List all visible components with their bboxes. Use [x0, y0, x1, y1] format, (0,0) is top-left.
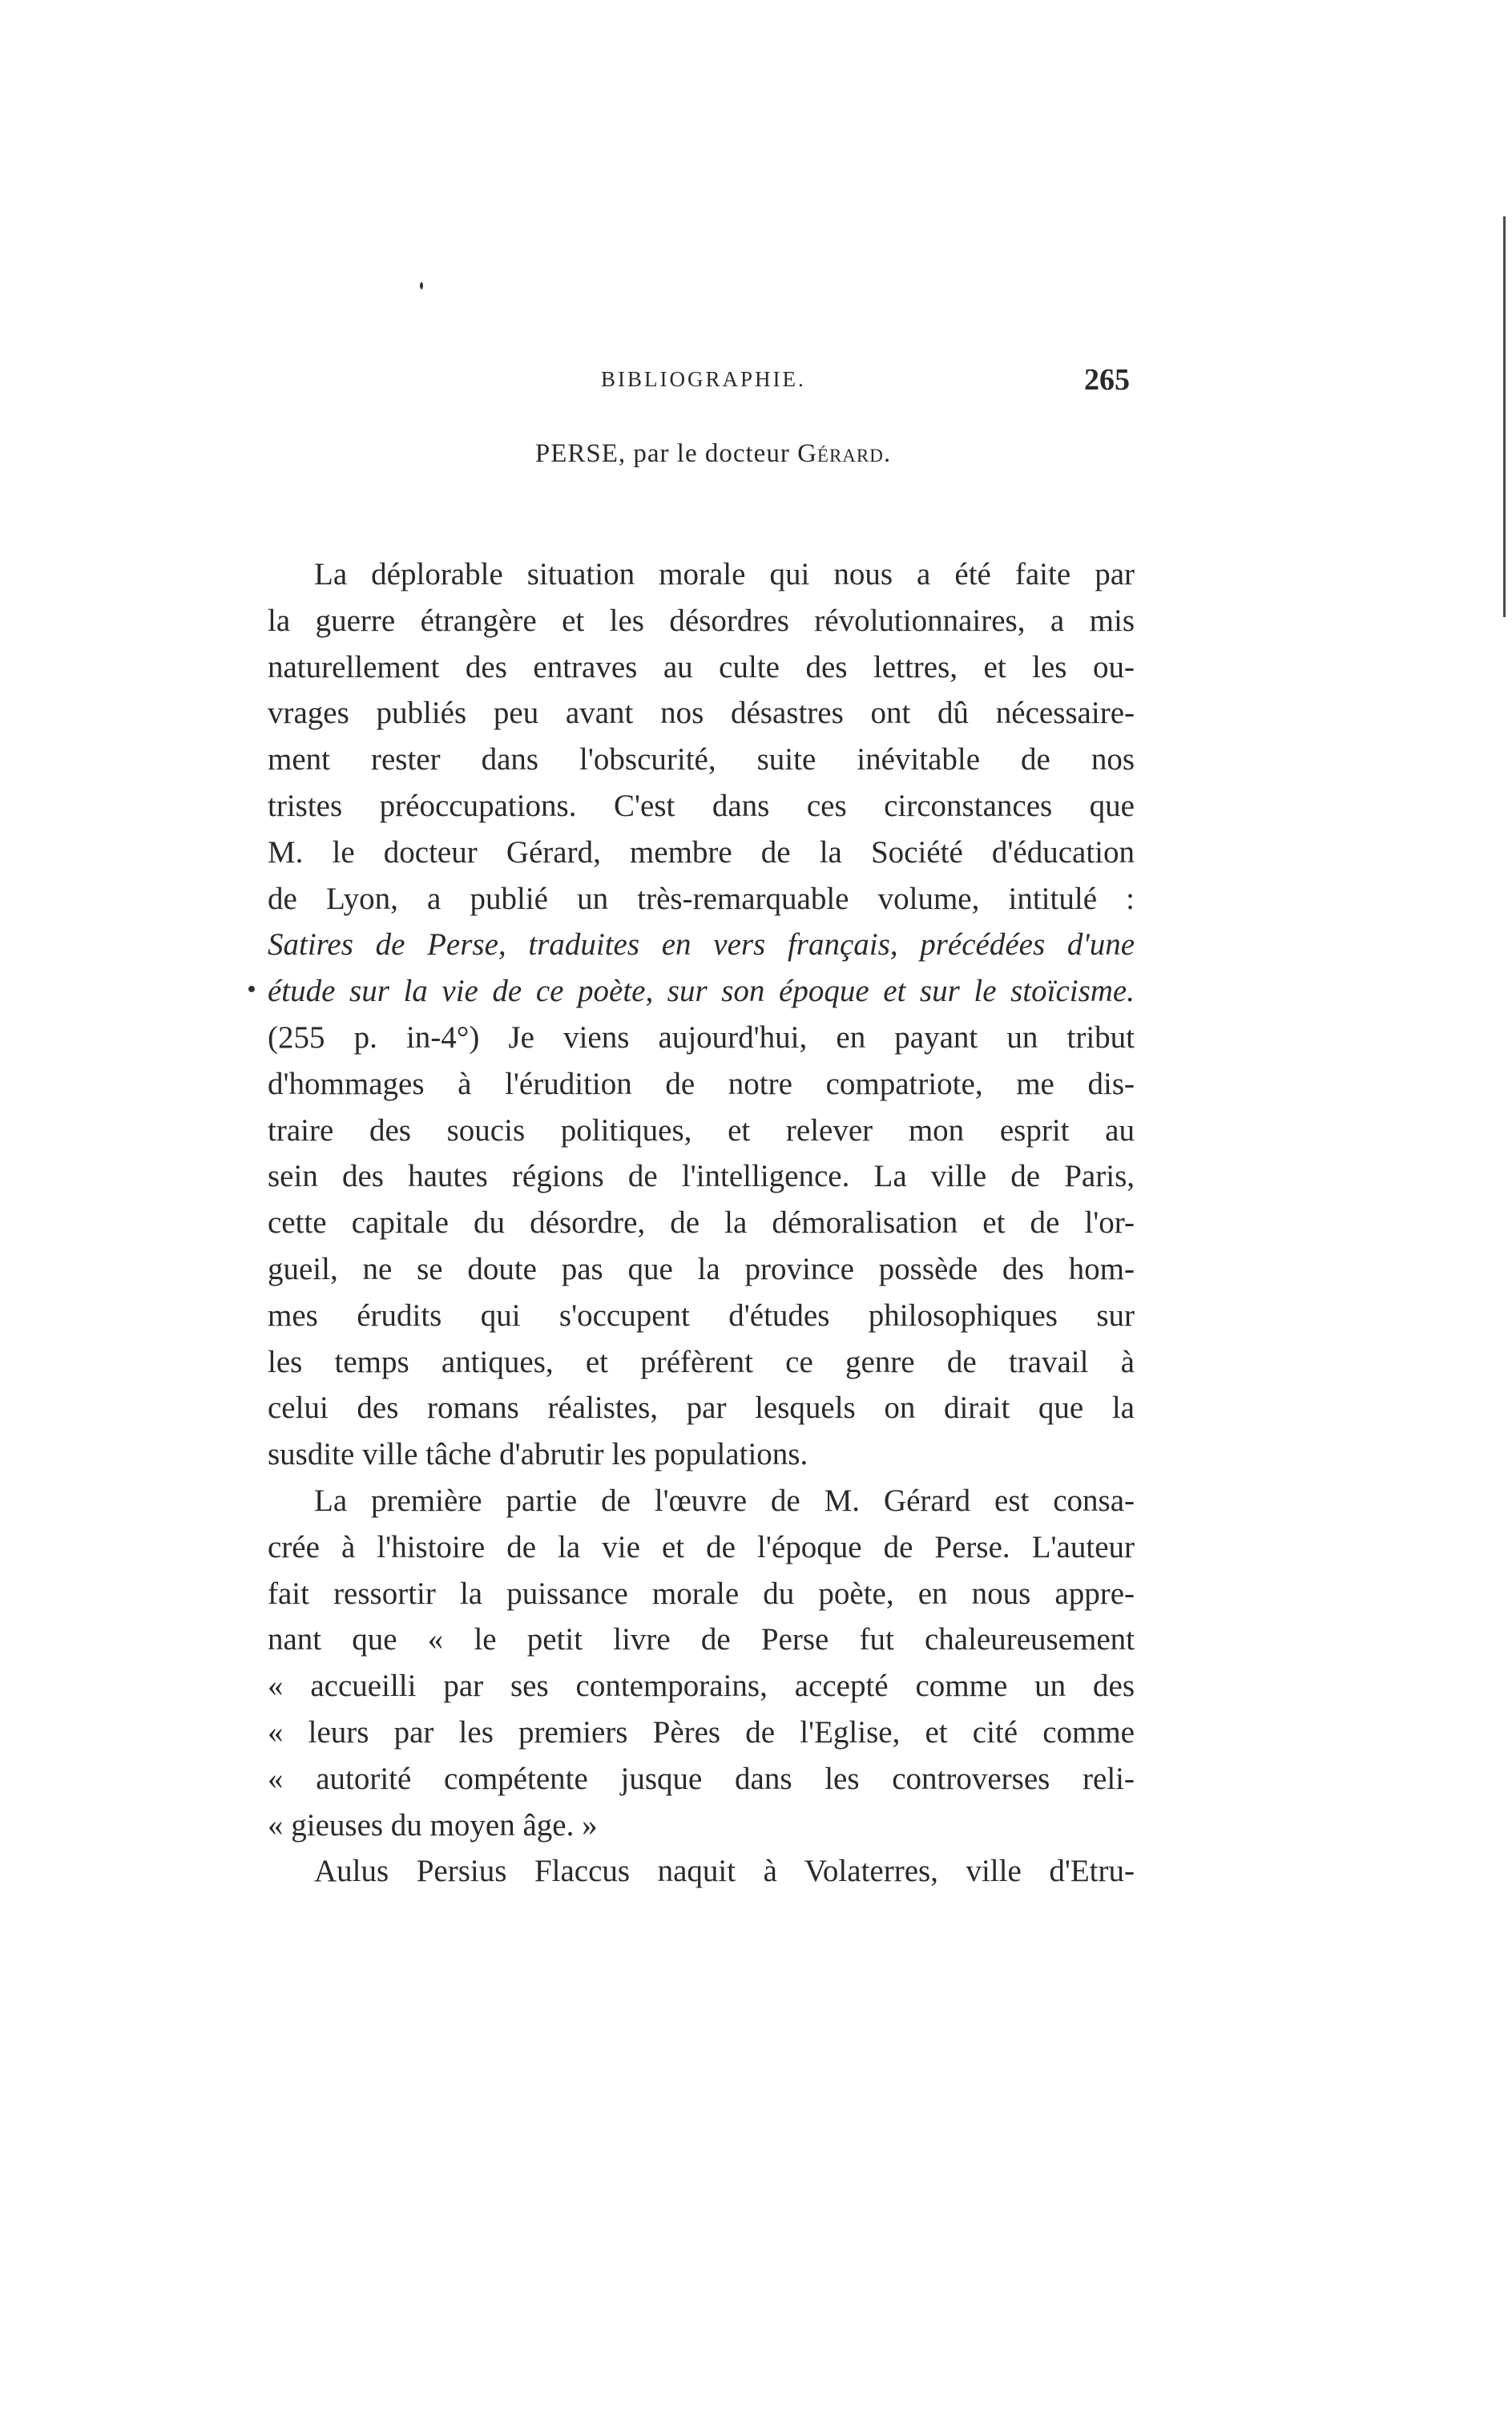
ink-speck	[420, 282, 423, 289]
text-line: crée à l'histoire de la vie et de l'époque de Perse. L'auteur	[268, 1529, 1135, 1564]
body-text	[268, 551, 1135, 1895]
article-title-text: PERSE, par le docteur	[534, 439, 798, 468]
text-line: d'hommages à l'érudition de notre compatriote, me dis-	[268, 1066, 1135, 1101]
text-line: la guerre étrangère et les désordres révolutionnaires, a mis	[268, 603, 1135, 638]
text-line: (255 p. in-4°) Je viens aujourd'hui, en payant un tribut	[268, 1019, 1135, 1055]
text-line: nant que « le petit livre de Perse fut chaleureusement	[268, 1622, 1135, 1657]
article-title	[272, 439, 1154, 469]
quote-line: « leurs par les premiers Pères de l'Eglise, et cité comme	[268, 1714, 1135, 1750]
text-line: susdite ville tâche d'abrutir les populations.	[268, 1437, 808, 1472]
ink-speck	[248, 986, 255, 992]
book-title-line: étude sur la vie de ce poète, sur son époque et sur le stoïcisme.	[268, 974, 1135, 1009]
book-title-line: Satires de Perse, traduites en vers français, précédées d'une	[268, 927, 1135, 963]
text-line: les temps antiques, et préfèrent ce genre de travail à	[268, 1344, 1135, 1379]
text-line: naturellement des entraves au culte des lettres, et les ou-	[268, 649, 1135, 684]
text-line: vrages publiés peu avant nos désastres ont dû nécessaire-	[268, 696, 1135, 731]
text-line: traire des soucis politiques, et relever mon esprit au	[268, 1112, 1135, 1148]
running-title: BIBLIOGRAPHIE.	[601, 367, 806, 391]
text-line: celui des romans réalistes, par lesquels on dirait que la	[268, 1391, 1135, 1426]
quote-line: « autorité compétente jusque dans les controverses reli-	[268, 1761, 1135, 1796]
text-line: Aulus Persius Flaccus naquit à Volaterres, ville d'Etru-	[314, 1854, 1135, 1889]
page-number: 265	[1084, 363, 1130, 397]
text-line: sein des hautes régions de l'intelligence. La ville de Paris,	[268, 1159, 1135, 1194]
text-line: de Lyon, a publié un très-remarquable volume, intitulé :	[268, 881, 1135, 916]
text-line: tristes préoccupations. C'est dans ces circonstances que	[268, 788, 1135, 823]
quote-line: « accueilli par ses contemporains, accepté comme un des	[268, 1669, 1135, 1704]
text-line: fait ressortir la puissance morale du poète, en nous appre-	[268, 1576, 1135, 1611]
text-line: cette capitale du désordre, de la démoralisation et de l'or-	[268, 1205, 1135, 1241]
text-line: La déplorable situation morale qui nous a été faite par	[314, 557, 1135, 591]
text-line: gueil, ne se doute pas que la province possède des hom-	[268, 1251, 1135, 1286]
quote-line: « gieuses du moyen âge. »	[268, 1807, 598, 1843]
page-edge-rule	[1503, 216, 1506, 617]
text-line: M. le docteur Gérard, membre de la Société d'éducation	[268, 834, 1135, 870]
text-line: La première partie de l'œuvre de M. Gérard est consa-	[314, 1483, 1135, 1518]
article-title-author: Gérard.	[797, 439, 892, 468]
running-head	[553, 362, 1130, 402]
text-line: mes érudits qui s'occupent d'études philosophiques sur	[268, 1298, 1135, 1333]
text-line: ment rester dans l'obscurité, suite inévitable de nos	[268, 742, 1135, 777]
